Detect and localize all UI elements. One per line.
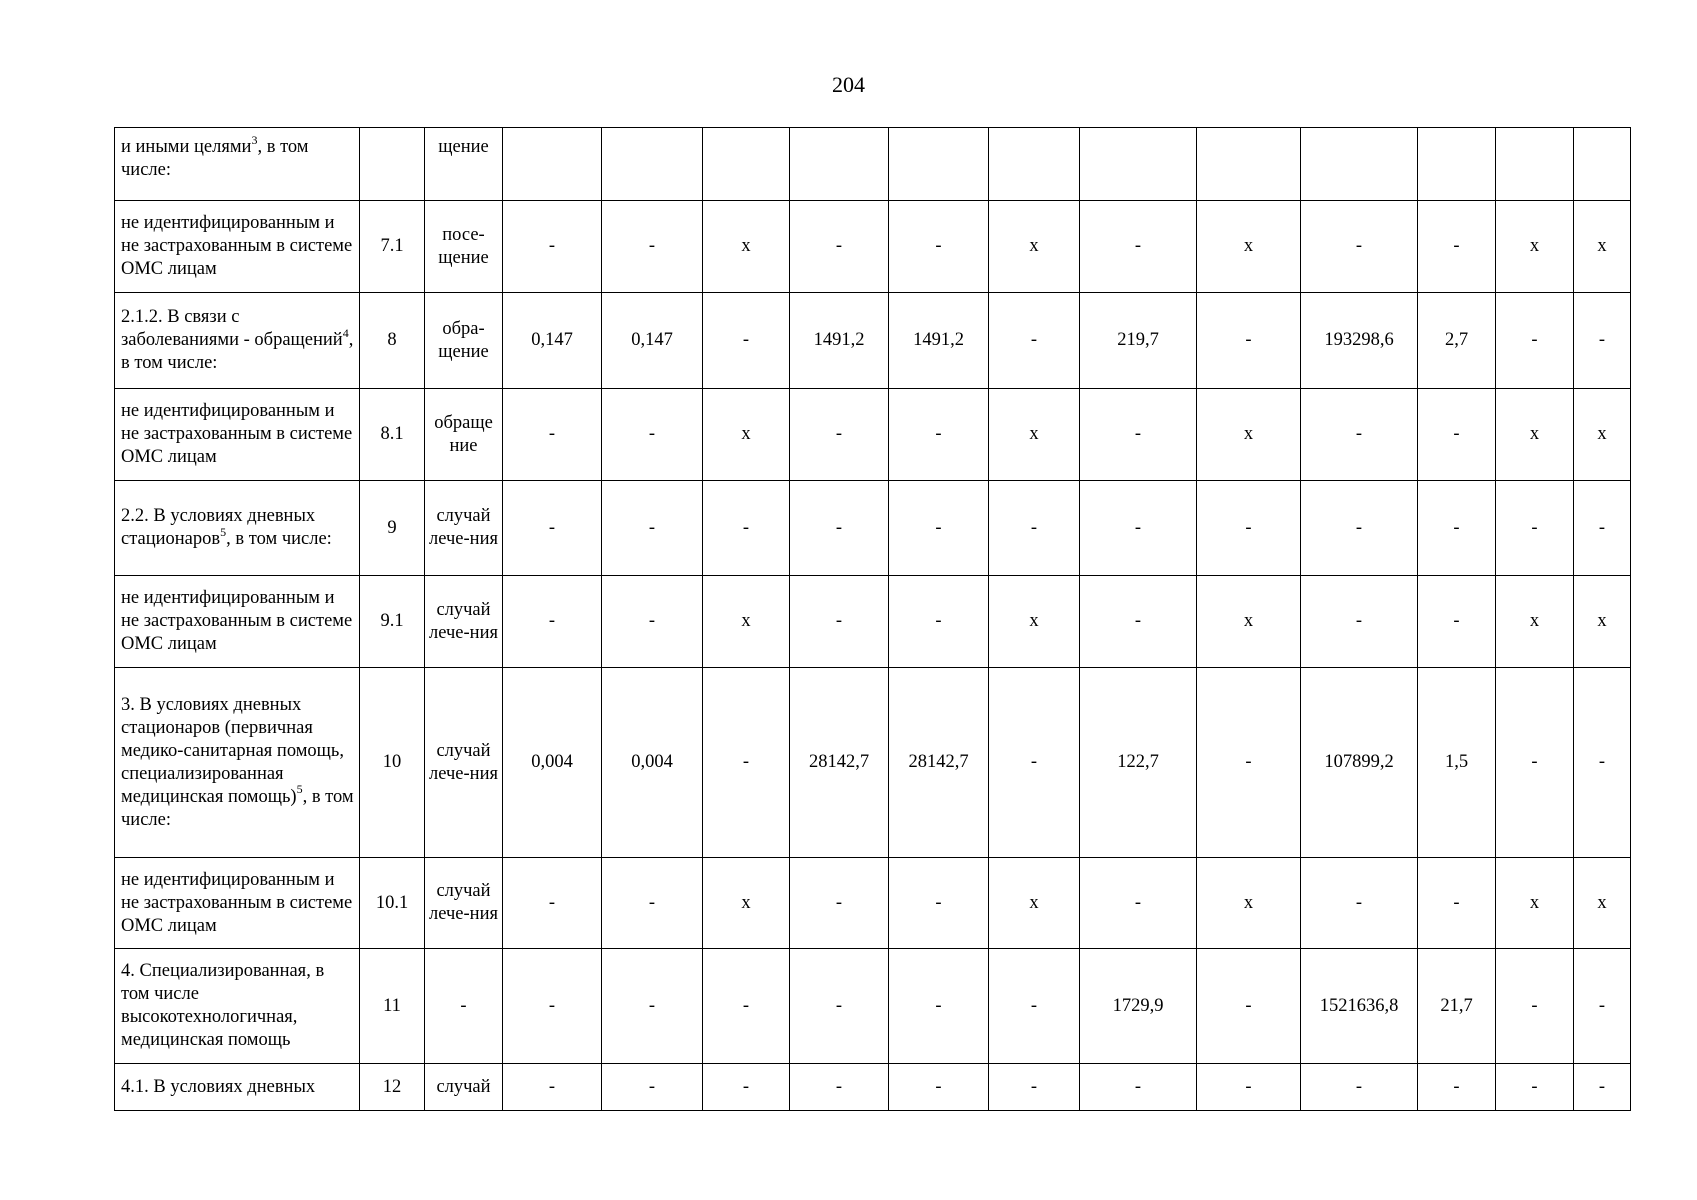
table-cell: - — [1197, 668, 1301, 858]
table-cell: - — [1197, 481, 1301, 576]
table-cell: - — [703, 293, 790, 389]
table-cell: - — [602, 949, 703, 1064]
table-cell: - — [703, 949, 790, 1064]
table-cell: - — [1080, 201, 1197, 293]
table-cell: 1521636,8 — [1301, 949, 1418, 1064]
table-cell: х — [989, 858, 1080, 949]
table-cell — [503, 128, 602, 201]
table-cell: - — [790, 389, 889, 481]
table-cell: - — [503, 201, 602, 293]
table-cell — [1496, 128, 1574, 201]
row-unit: посе-щение — [425, 201, 503, 293]
table-cell: х — [1574, 389, 1631, 481]
table-cell: - — [1574, 481, 1631, 576]
row-unit: случай лече-ния — [425, 481, 503, 576]
row-label: и иными целями$^3$, в том числе: — [115, 128, 360, 201]
table-cell: - — [989, 1064, 1080, 1111]
table-cell: - — [1496, 949, 1574, 1064]
table-cell: х — [989, 389, 1080, 481]
table-cell: - — [602, 389, 703, 481]
row-unit: случай — [425, 1064, 503, 1111]
table-cell — [1197, 128, 1301, 201]
table-cell: - — [1418, 858, 1496, 949]
table-cell: х — [1496, 201, 1574, 293]
row-label: 4.1. В условиях дневных — [115, 1064, 360, 1111]
table-cell: - — [1418, 1064, 1496, 1111]
row-number: 12 — [360, 1064, 425, 1111]
row-number: 10.1 — [360, 858, 425, 949]
table-cell — [1574, 128, 1631, 201]
table-cell — [1080, 128, 1197, 201]
table-cell: - — [889, 576, 989, 668]
table-cell: - — [889, 1064, 989, 1111]
table-cell — [989, 128, 1080, 201]
table-cell: - — [1418, 481, 1496, 576]
table-cell: - — [503, 481, 602, 576]
row-label: не идентифицированным и не застрахованным в системе ОМС лицам — [115, 389, 360, 481]
table-cell: - — [1418, 389, 1496, 481]
table-cell: х — [1496, 576, 1574, 668]
table-cell: - — [503, 1064, 602, 1111]
row-unit: случай лече-ния — [425, 858, 503, 949]
row-label: не идентифицированным и не застрахованным в системе ОМС лицам — [115, 858, 360, 949]
page-number: 204 — [832, 72, 865, 97]
row-unit: обра-щение — [425, 293, 503, 389]
table-cell: 1491,2 — [889, 293, 989, 389]
table-cell: - — [790, 481, 889, 576]
row-label: 3. В условиях дневных стационаров (первичная медико-санитарная помощь, специализированная медицинская помощь)$^5$, в том числе: — [115, 668, 360, 858]
table-row — [115, 949, 1631, 1064]
table-cell: - — [1301, 1064, 1418, 1111]
table-cell: - — [989, 668, 1080, 858]
row-number: 9.1 — [360, 576, 425, 668]
table-cell: - — [602, 1064, 703, 1111]
row-number: 11 — [360, 949, 425, 1064]
table-cell: - — [790, 576, 889, 668]
row-number: 7.1 — [360, 201, 425, 293]
table-cell: 0,147 — [602, 293, 703, 389]
table-cell: - — [503, 389, 602, 481]
table-row — [115, 201, 1631, 293]
data-table — [114, 127, 1631, 1111]
table-cell: - — [889, 481, 989, 576]
row-label: 4. Специализированная, в том числе высокотехнологичная, медицинская помощь — [115, 949, 360, 1064]
table-cell: - — [1496, 293, 1574, 389]
table-cell: х — [989, 201, 1080, 293]
table-cell: х — [1197, 201, 1301, 293]
row-unit: обраще ние — [425, 389, 503, 481]
table-cell: - — [1301, 858, 1418, 949]
table-cell: х — [1574, 576, 1631, 668]
row-label: 2.2. В условиях дневных стационаров$^5$, в том числе: — [115, 481, 360, 576]
table-cell: х — [1197, 858, 1301, 949]
table-cell: - — [1574, 668, 1631, 858]
table-cell: - — [790, 201, 889, 293]
row-number: 10 — [360, 668, 425, 858]
table-cell: 1491,2 — [790, 293, 889, 389]
table-cell: х — [703, 858, 790, 949]
table-cell: 28142,7 — [889, 668, 989, 858]
table-row — [115, 668, 1631, 858]
table-row — [115, 576, 1631, 668]
row-unit: щение — [425, 128, 503, 201]
table-row — [115, 293, 1631, 389]
table-cell: х — [703, 389, 790, 481]
table-cell: - — [1197, 1064, 1301, 1111]
table-cell: х — [703, 576, 790, 668]
table-cell: - — [1574, 949, 1631, 1064]
table-cell: х — [1574, 201, 1631, 293]
table-cell: - — [1080, 389, 1197, 481]
table-cell: - — [1080, 858, 1197, 949]
table-cell: - — [703, 481, 790, 576]
table-cell: х — [989, 576, 1080, 668]
table-cell: - — [1080, 1064, 1197, 1111]
row-unit: случай лече-ния — [425, 668, 503, 858]
row-number: 8 — [360, 293, 425, 389]
table-cell: - — [1496, 1064, 1574, 1111]
table-cell: х — [1574, 858, 1631, 949]
row-number: 9 — [360, 481, 425, 576]
table-cell: - — [1080, 576, 1197, 668]
table-cell — [790, 128, 889, 201]
table-row — [115, 128, 1631, 201]
table-cell: - — [602, 576, 703, 668]
table-body — [115, 128, 1631, 1111]
table-row — [115, 481, 1631, 576]
table-row — [115, 858, 1631, 949]
table-cell: - — [1418, 576, 1496, 668]
table-cell: - — [1574, 293, 1631, 389]
table-cell: - — [602, 481, 703, 576]
table-cell: 0,147 — [503, 293, 602, 389]
table-cell: х — [1197, 389, 1301, 481]
table-cell: - — [1197, 293, 1301, 389]
table-cell: 219,7 — [1080, 293, 1197, 389]
table-cell: 193298,6 — [1301, 293, 1418, 389]
table-cell: х — [703, 201, 790, 293]
table-cell: - — [602, 201, 703, 293]
table-cell: 107899,2 — [1301, 668, 1418, 858]
table-cell: - — [889, 949, 989, 1064]
table-cell — [1301, 128, 1418, 201]
table-cell — [703, 128, 790, 201]
row-unit: - — [425, 949, 503, 1064]
table-cell: 122,7 — [1080, 668, 1197, 858]
table-cell: х — [1197, 576, 1301, 668]
table-cell: х — [1496, 858, 1574, 949]
table-cell — [889, 128, 989, 201]
table-cell: - — [503, 576, 602, 668]
table-cell: - — [1197, 949, 1301, 1064]
row-label: 2.1.2. В связи с заболеваниями - обращений$^4$, в том числе: — [115, 293, 360, 389]
table-cell: - — [1574, 1064, 1631, 1111]
table-cell: - — [1418, 201, 1496, 293]
row-number — [360, 128, 425, 201]
table-cell: - — [989, 293, 1080, 389]
table-cell: - — [889, 858, 989, 949]
table-cell: - — [1301, 481, 1418, 576]
table-cell: - — [790, 858, 889, 949]
table-cell: - — [703, 1064, 790, 1111]
table-cell: 1,5 — [1418, 668, 1496, 858]
table-cell: - — [503, 949, 602, 1064]
table-cell — [1418, 128, 1496, 201]
table-cell: - — [1496, 668, 1574, 858]
table-cell: 1729,9 — [1080, 949, 1197, 1064]
table-cell: - — [790, 1064, 889, 1111]
table-cell: - — [1496, 481, 1574, 576]
table-cell: 2,7 — [1418, 293, 1496, 389]
table-cell: - — [889, 389, 989, 481]
table-cell: - — [989, 481, 1080, 576]
row-label: не идентифицированным и не застрахованным в системе ОМС лицам — [115, 201, 360, 293]
table-cell: - — [889, 201, 989, 293]
table-cell: - — [602, 858, 703, 949]
table-row — [115, 389, 1631, 481]
row-number: 8.1 — [360, 389, 425, 481]
table-cell: - — [1301, 576, 1418, 668]
table-cell: - — [989, 949, 1080, 1064]
table-cell — [602, 128, 703, 201]
table-cell: 0,004 — [602, 668, 703, 858]
table-cell: - — [1301, 201, 1418, 293]
table-cell: 21,7 — [1418, 949, 1496, 1064]
table-row — [115, 1064, 1631, 1111]
table-cell: - — [703, 668, 790, 858]
table-cell: 28142,7 — [790, 668, 889, 858]
table-cell: - — [790, 949, 889, 1064]
row-unit: случай лече-ния — [425, 576, 503, 668]
table-cell: - — [1080, 481, 1197, 576]
row-label: не идентифицированным и не застрахованным в системе ОМС лицам — [115, 576, 360, 668]
table-cell: - — [503, 858, 602, 949]
table-cell: - — [1301, 389, 1418, 481]
table-cell: 0,004 — [503, 668, 602, 858]
table-cell: х — [1496, 389, 1574, 481]
